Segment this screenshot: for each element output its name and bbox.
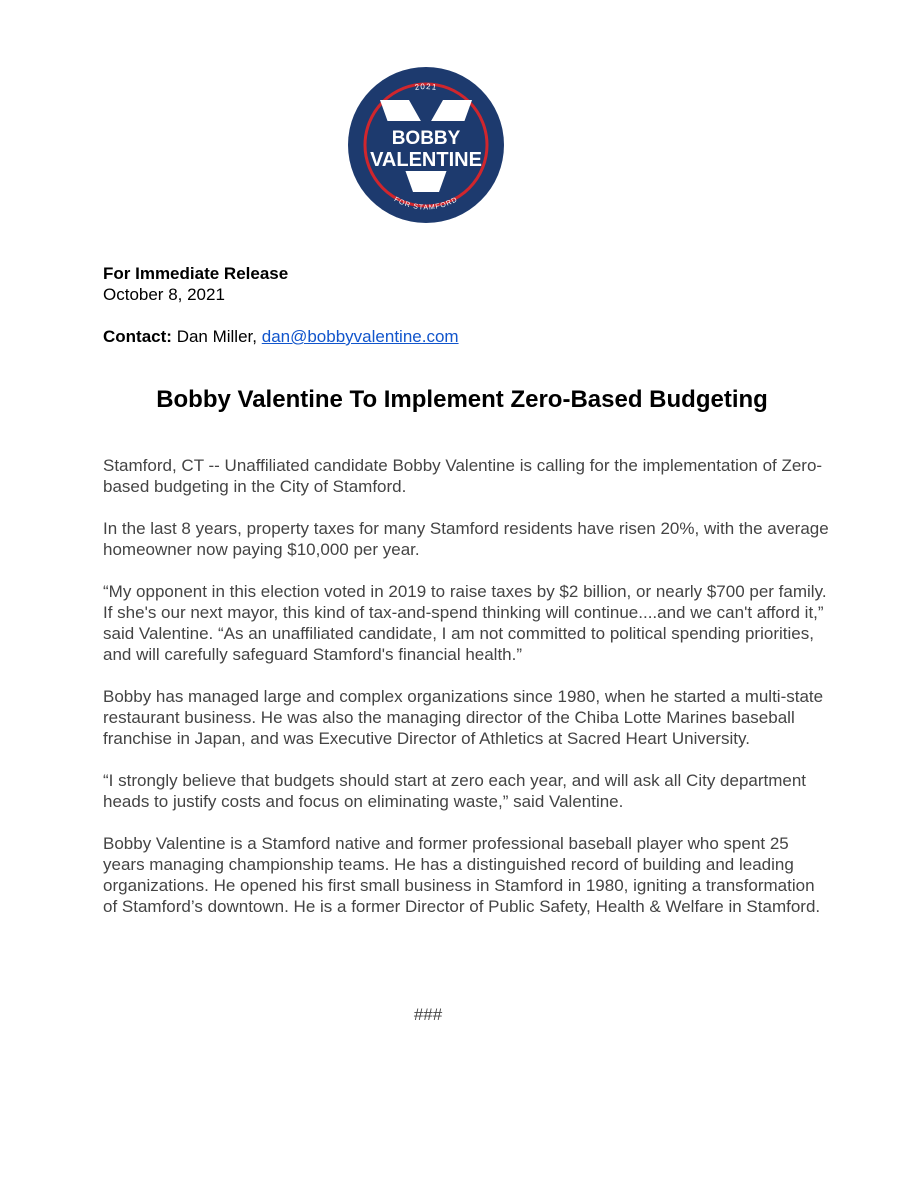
contact-email-link[interactable]: dan@bobbyvalentine.com: [261, 327, 459, 346]
contact-name: Dan Miller,: [176, 327, 257, 346]
release-body: [103, 455, 833, 938]
release-header: [103, 263, 863, 347]
body-paragraph: Bobby Valentine is a Stamford native and former professional baseball player who spent 25 years managing championship teams. He has a distinguished record of building and leading organizations. He opened his first small business in Stamford in 1980, igniting a transformation of Stamford’s downtown. He is a former Director of Public Safety, Health & Welfare in Stamford.: [103, 834, 821, 916]
end-mark: ###: [413, 1005, 443, 1024]
body-paragraph: Bobby has managed large and complex organizations since 1980, when he started a multi-state restaurant business. He was also the managing director of the Chiba Lotte Marines baseball franchise in Japan, and was Executive Director of Athletics at Sacred Heart University.: [103, 687, 824, 748]
contact-label: Contact:: [103, 327, 172, 346]
body-paragraph: Stamford, CT -- Unaffiliated candidate Bobby Valentine is calling for the implementation of Zero-based budgeting in the City of Stamford.: [103, 456, 823, 496]
logo-year: 2021: [414, 82, 438, 93]
contact-line: [103, 326, 863, 347]
logo-tagline: FOR STAMFORD: [392, 196, 460, 212]
release-label: For Immediate Release: [103, 264, 289, 283]
campaign-logo: [347, 66, 505, 224]
logo-name-line1: BOBBY: [391, 128, 461, 149]
body-paragraph: “I strongly believe that budgets should start at zero each year, and will ask all City department heads to justify costs and focus on eliminating waste,” said Valentine.: [103, 771, 807, 811]
campaign-logo-graphic: [347, 66, 505, 224]
page-title: Bobby Valentine To Implement Zero-Based Budgeting: [156, 386, 768, 413]
body-paragraph: In the last 8 years, property taxes for many Stamford residents have risen 20%, with the average homeowner now paying $10,000 per year.: [103, 519, 829, 559]
body-paragraph: “My opponent in this election voted in 2019 to raise taxes by $2 billion, or nearly $700 per family. If she's our next mayor, this kind of tax-and-spend thinking will continue....and we can't afford it,” said Valentine. “As an unaffiliated candidate, I am not committed to political spending priorities, and will carefully safeguard Stamford's financial health.”: [103, 582, 827, 664]
logo-name-line2: VALENTINE: [370, 149, 482, 171]
release-date: October 8, 2021: [103, 285, 225, 304]
